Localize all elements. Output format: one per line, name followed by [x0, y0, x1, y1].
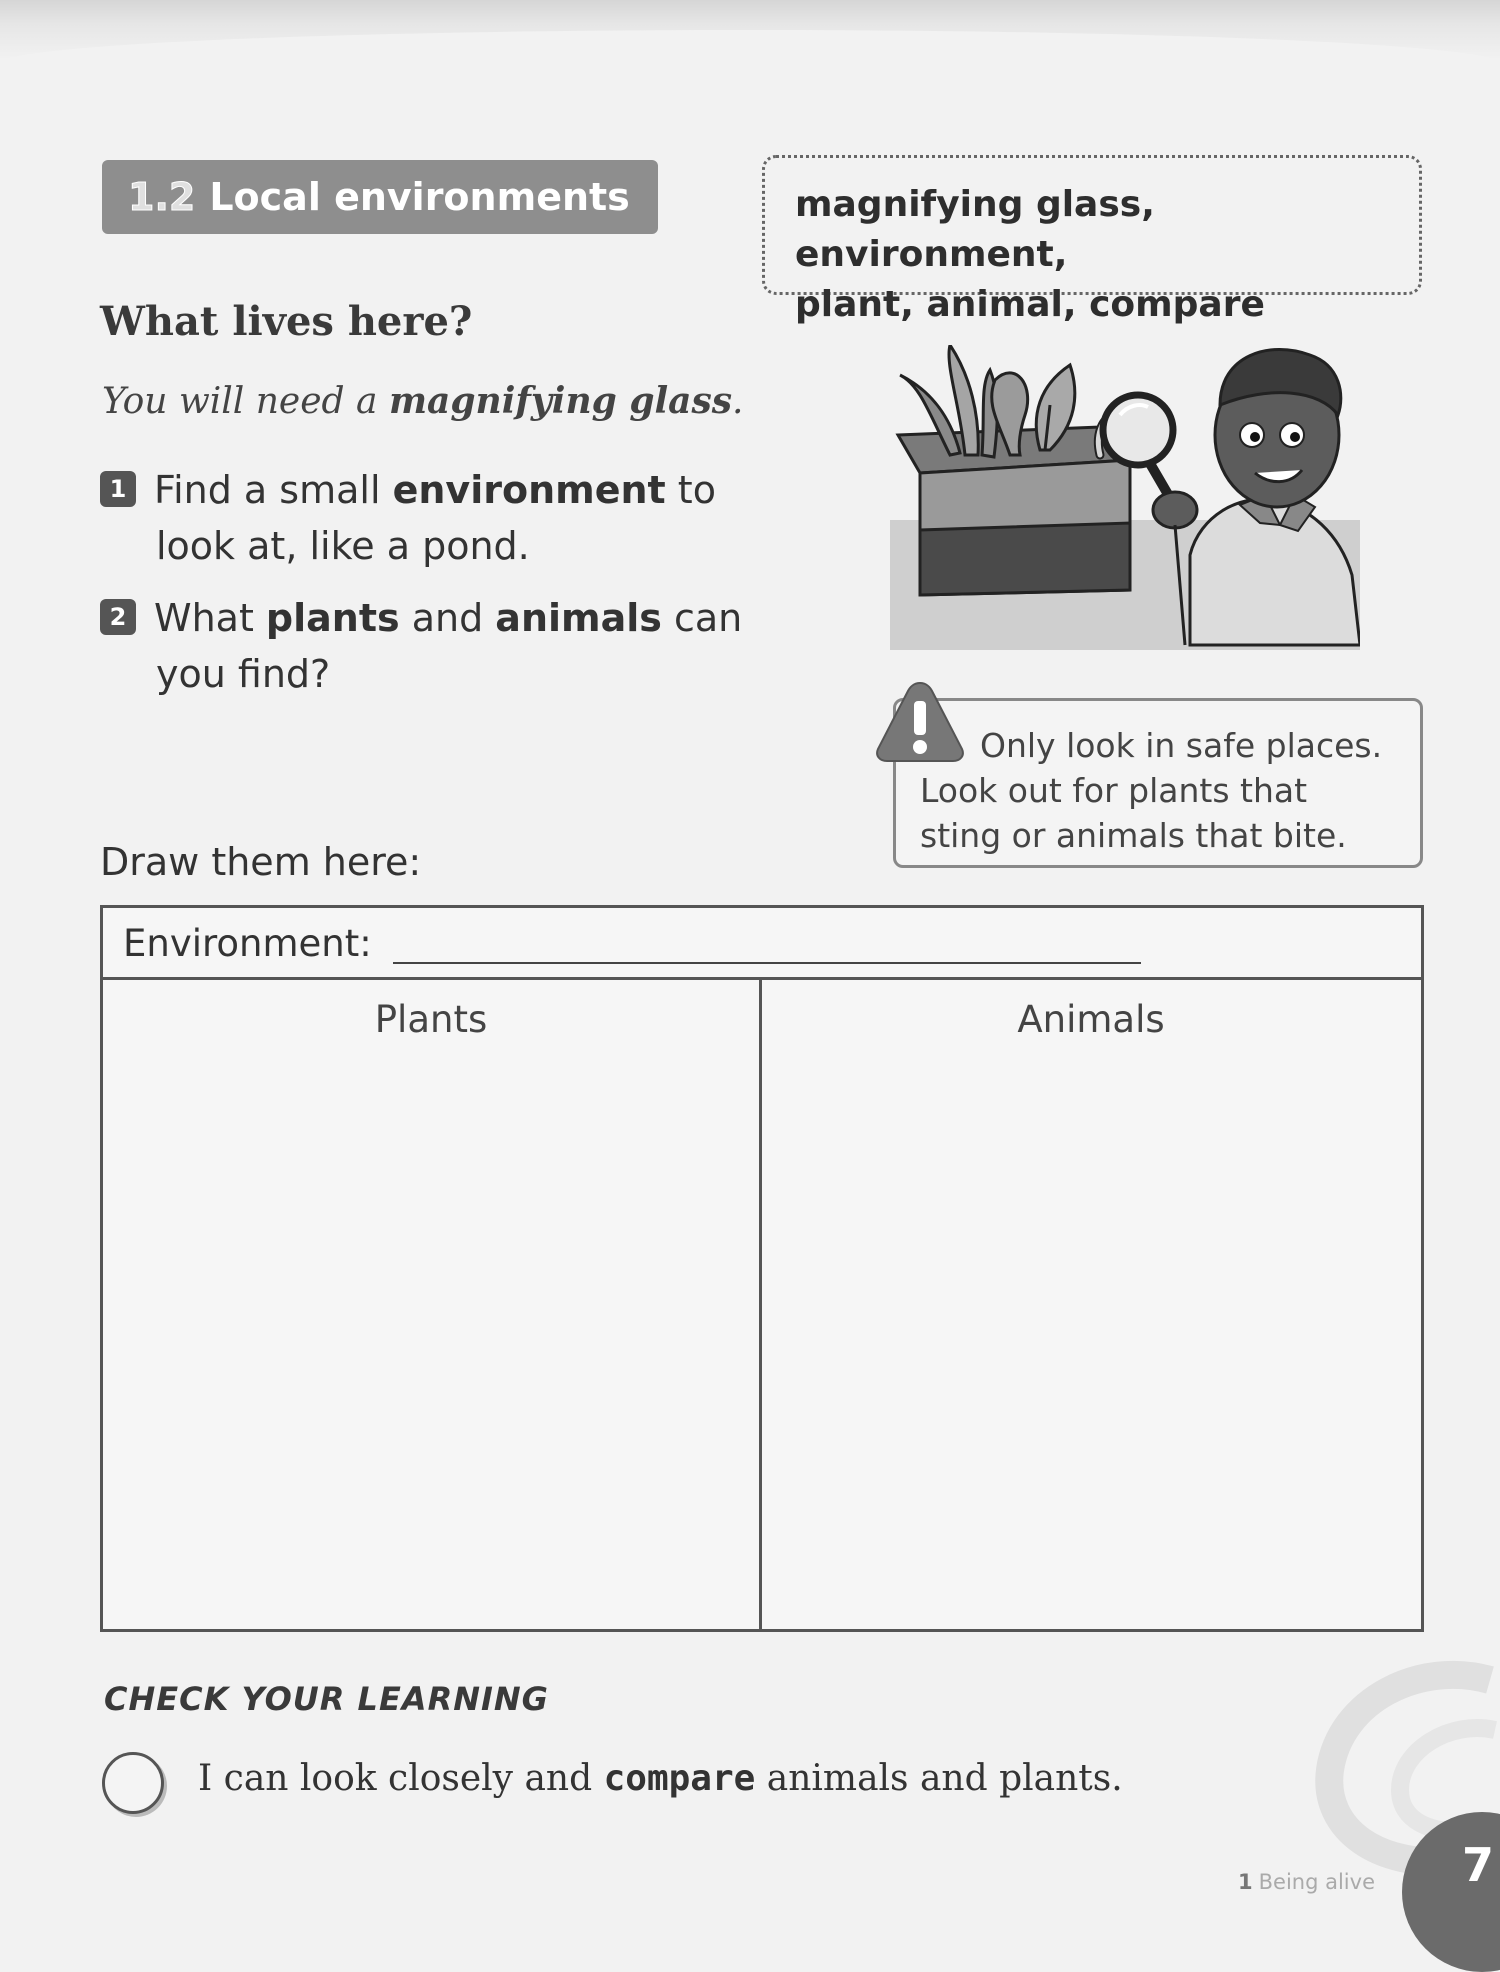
step-keyword: plants: [265, 596, 400, 640]
pupil: [1290, 432, 1300, 442]
learning-statement: [198, 1758, 1123, 1799]
environment-label: Environment:: [123, 922, 372, 965]
animals-column-header: Animals: [1017, 998, 1165, 1041]
step-text: and: [399, 596, 496, 640]
step-text: can: [661, 596, 743, 640]
step-text-line-2: you find?: [156, 652, 331, 696]
safety-text: [920, 723, 1420, 858]
step-keyword: environment: [392, 468, 666, 512]
statement-prefix: I can look closely and: [198, 1758, 604, 1799]
plants-column-header: Plants: [374, 998, 488, 1041]
lesson-title-tab: [102, 160, 658, 234]
chapter-number: 1: [1238, 1870, 1253, 1894]
pupil: [1250, 432, 1260, 442]
check-your-learning-heading: CHECK YOUR LEARNING: [104, 1680, 549, 1718]
step-1: [100, 462, 716, 574]
environment-row: [103, 908, 1421, 980]
lesson-number: 1.2: [128, 175, 196, 219]
safety-line-3: sting or animals that bite.: [920, 816, 1347, 855]
step-text-line-2: look at, like a pond.: [156, 524, 530, 568]
step-keyword: animals: [495, 596, 662, 640]
child-with-magnifying-glass-illustration: [890, 345, 1360, 650]
step-text: Find a small: [154, 468, 393, 512]
chapter-name: Being alive: [1258, 1870, 1375, 1894]
vocabulary-line-1: magnifying glass, environment,: [795, 184, 1155, 275]
child-hand: [1153, 492, 1197, 528]
step-text: What: [154, 596, 266, 640]
step-number-badge: 1: [100, 471, 136, 507]
statement-keyword: compare: [603, 1758, 756, 1799]
draw-instruction: Draw them here:: [100, 840, 422, 884]
environment-answer-line[interactable]: [393, 962, 1141, 964]
step-number-badge: 2: [100, 599, 136, 635]
safety-warning-box: [893, 698, 1423, 868]
vocabulary-line-2: plant, animal, compare: [795, 284, 1265, 325]
vocabulary-box: [762, 155, 1422, 325]
step-2: [100, 590, 742, 702]
chapter-footer: [1238, 1870, 1375, 1894]
safety-line-1: Only look in safe places.: [980, 726, 1383, 765]
materials-note: [102, 380, 744, 422]
planter-shadow: [920, 523, 1130, 595]
activity-heading: What lives here?: [100, 298, 473, 345]
statement-suffix: animals and plants.: [755, 1758, 1123, 1799]
lesson-title: Local environments: [209, 175, 630, 219]
safety-line-2: Look out for plants that: [920, 771, 1308, 810]
materials-item: magnifying glass: [388, 380, 733, 422]
page-top-band: [0, 0, 1500, 60]
page-number: 7: [1462, 1838, 1495, 1892]
step-text: to: [665, 468, 716, 512]
drawing-table: [100, 905, 1424, 1632]
materials-prefix: You will need a: [102, 381, 389, 422]
materials-suffix: .: [732, 381, 744, 422]
self-assessment-checkbox[interactable]: [102, 1752, 164, 1814]
column-divider: [759, 980, 762, 1632]
